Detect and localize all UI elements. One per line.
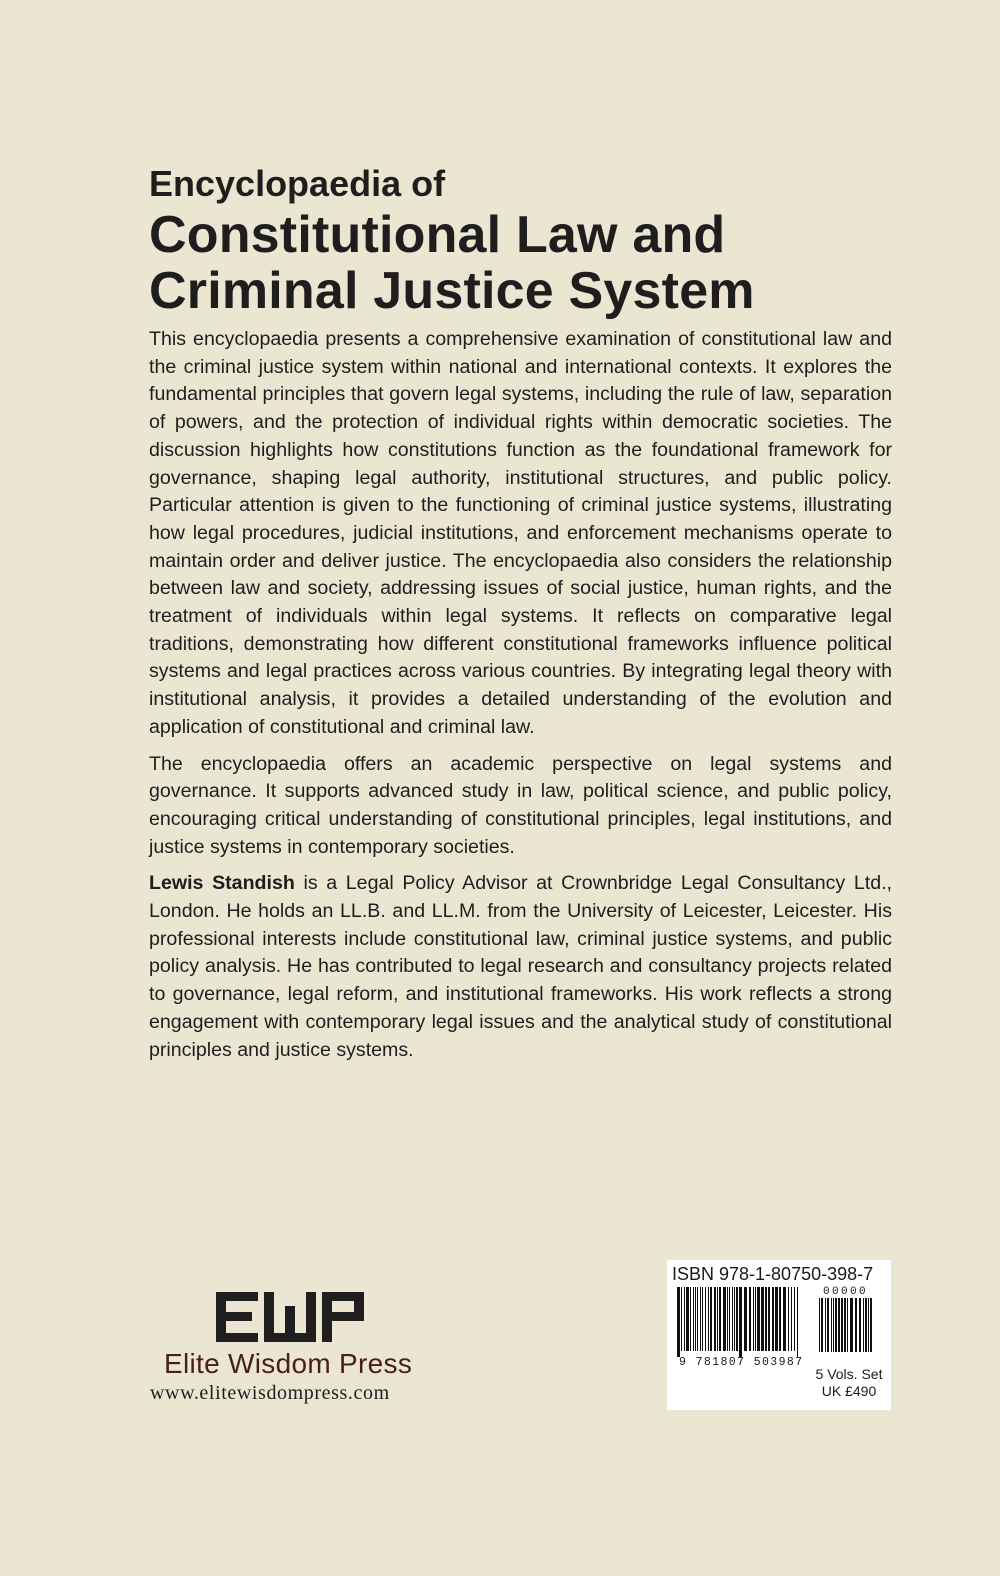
ewp-logo [216, 1292, 366, 1342]
title-prefix: Encyclopaedia of [149, 163, 446, 204]
title-block [149, 163, 894, 319]
author-name: Lewis Standish [149, 872, 295, 895]
barcode-box [667, 1260, 891, 1410]
barcode-digits: 9 781807 503987 [679, 1356, 804, 1369]
publisher-url: www.elitewisdompress.com [150, 1382, 390, 1404]
blurb [149, 326, 892, 1073]
barcode-addon-digits: 00000 [823, 1286, 869, 1298]
author-bio [149, 870, 892, 1064]
price-label: UK £490 [821, 1383, 877, 1399]
title-line-1: Constitutional Law and [149, 206, 726, 264]
title-main [149, 207, 894, 319]
title-line-2: Criminal Justice System [149, 262, 755, 320]
barcode-main [675, 1287, 803, 1357]
price-block [809, 1366, 889, 1400]
set-label: 5 Vols. Set [815, 1366, 883, 1382]
publisher-block [150, 1292, 440, 1405]
description-paragraph-1: This encyclopaedia presents a comprehensive examination of constitutional law and the criminal justice system within national and international contexts. It explores the fundamental principles that govern legal systems, including the rule of law, separation of powers, and the protection of individual rights within democratic societies. The discussion highlights how constitutions function as the foundational framework for governance, shaping legal authority, institutional structures, and public policy. Particular attention is given to the functioning of criminal justice systems, illustrating how legal procedures, judicial institutions, and enforcement mechanisms operate to maintain order and deliver justice. The encyclopaedia also considers the relationship between law and society, addressing issues of social justice, human rights, and the treatment of individuals within legal systems. It reflects on comparative legal traditions, demonstrating how different constitutional frameworks influence political systems and legal practices across various countries. By integrating legal theory with institutional analysis, it provides a detailed understanding of the evolution and application of constitutional and criminal law. [149, 328, 892, 738]
description-paragraph-2: The encyclopaedia offers an academic perspective on legal systems and governance. It supports advanced study in law, political science, and public policy, encouraging critical understanding of constitutional principles, legal institutions, and justice systems in contemporary societies. [149, 752, 892, 858]
author-bio-text: is a Legal Policy Advisor at Crownbridge Legal Consultancy Ltd., London. He holds an LL.B. and LL.M. from the University of Leicester, Leicester. His professional interests include constitutional law, criminal justice systems, and public policy analysis. He has contributed to legal research and consultancy projects related to governance, legal reform, and institutional frameworks. His work reflects a strong engagement with contemporary legal issues and the analytical study of constitutional principles and justice systems. [149, 872, 892, 1061]
isbn-label: ISBN 978-1-80750-398-7 [672, 1264, 874, 1284]
barcode-addon [817, 1298, 877, 1358]
publisher-name: Elite Wisdom Press [164, 1348, 413, 1379]
